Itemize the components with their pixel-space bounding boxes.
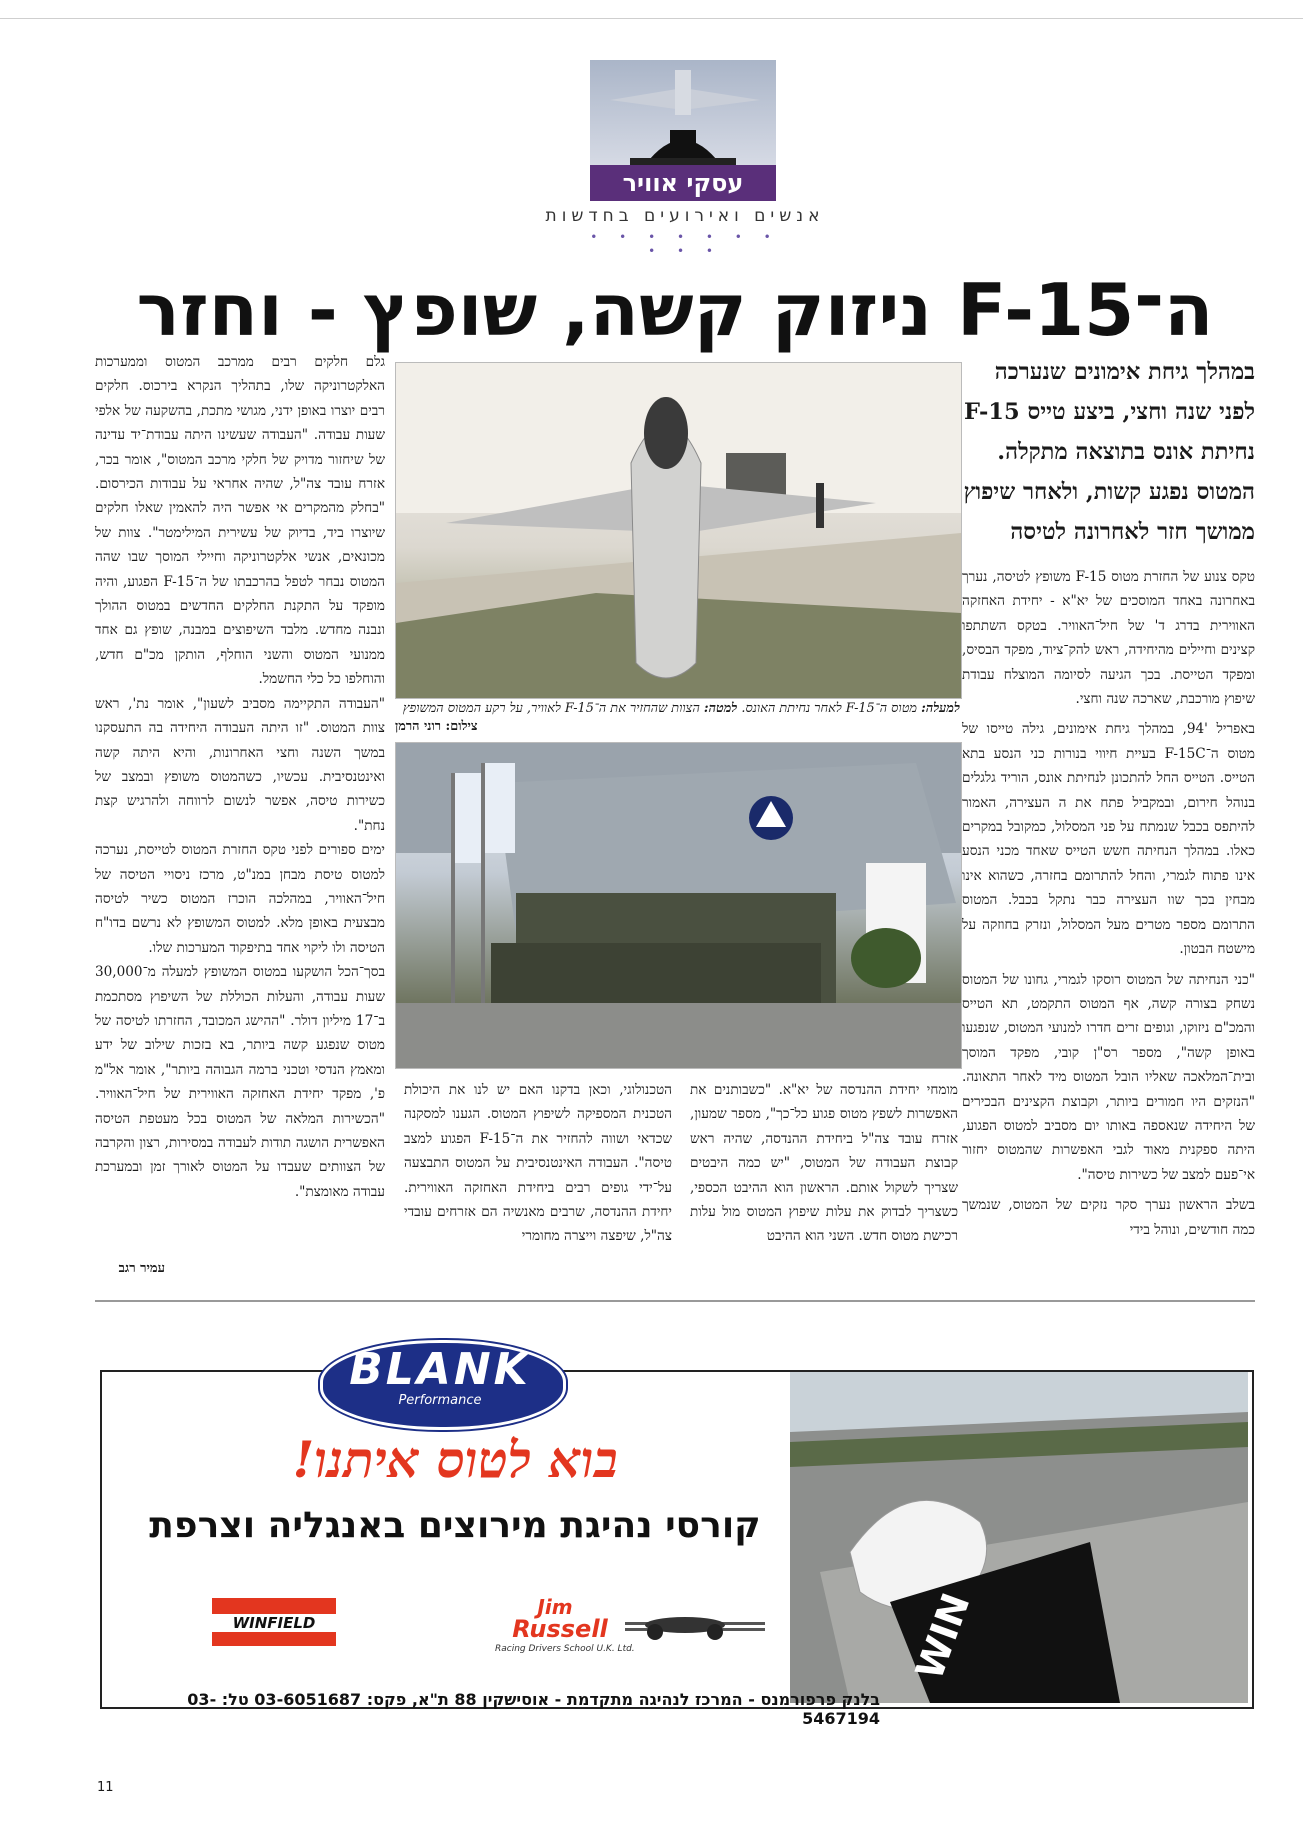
article-headline: ה־F-15 ניזוק קשה, שופץ - וחזר: [136, 268, 1214, 352]
winfield-logo-text: WINFIELD: [212, 1614, 336, 1632]
photo-credit-label: צילום:: [445, 719, 478, 734]
photo-credit: רוני הרמן: [395, 719, 442, 734]
photo-damaged-f15: [395, 362, 962, 699]
article-column-left: [95, 350, 385, 1204]
ad-headline: קורסי נהיגת מירוצים באנגליה וצרפת: [149, 1505, 761, 1546]
hangar-team-illustration: [396, 743, 961, 1068]
paragraph: "כני הנחיתה של המטוס רוסקו לגמרי, גחונו של המטוס נשחק בצורה קשה, אף המטוס התקמט, תא הטייס והמכ"ם ניזוקו, וגופים זרים חדרו למנועי המטוס, שנפגעו באופן קשה", מספר רס"ן קובי, מפקד המוסך ובית־המלאכה שאליו הובל המטוס מיד לאחר התאונה. "הנזקים היו חמורים ביותר, וקבוצת הקצינים הבכירים של היחידה שנאספה באותו יום מסביב למטוס הפגוע, היתה ספקנית מאוד לגבי האפשרות שהמטוס יחזור אי־פעם למצב של כשירות טיסה".: [962, 971, 1255, 1183]
paragraph: גלם חלקים רבים ממרכב המטוס וממערכות האלקטרוניקה שלו, בתהליך הנקרא בירכוס. חלקים רבים יוצרו באופן ידני, מגושי מתכת, בהשקעה של אלפי שעות עבודה. "העבודה שעשינו היתה עבודת־יד עדינה של שיחזור מדויק של חלקי מרכב המטוס", אומר בכר, אזרח עובד צה"ל, שהיה אחראי על עבודות הכירסום. "בחלק מהמקרים אי אפשר היה להאמין שאלו חלקים שיוצרו ביד, בדיוק של עשירית המילימטר". צוות של מכונאים, אנשי אלקטרוניקה וחיילי המוסך שבו שהה המטוס נבחר לטפל בהרכבתו של ה־F-15 הפגוע, והיה מופקד על התקנת החלקים החדשים במטוס ההולך ונבנה מחדש. מלבד השיפוצים במבנה, שופץ גם אחד ממנועי המטוס והשני הוחלף, הותקן מכ"ם חדש, והוחלפו כל כלי החשמל.: [95, 354, 386, 688]
ad-race-car-photo: [790, 1372, 1248, 1703]
ad-slogan: בוא לטוס איתנו!: [292, 1430, 618, 1489]
section-divider: [95, 1300, 1255, 1302]
paragraph: בשלב הראשון נערך סקר נזקים של המטוס, שנמשך כמה חודשים, ונוהל בידי: [962, 1197, 1255, 1238]
decorative-dots: • • • • • • • • • •: [590, 230, 780, 258]
jim-russell-logo: [495, 1596, 765, 1658]
paragraph: בסך־הכל הושקעו במטוס המשופץ למעלה מ־30,000 שעות עבודה, והעלות הכוללת של השיפוץ מסתכמת ב־17 מיליון דולר. "ההישג המכובד, החזרתו לטיסה של מטוס שנפגע קשה ביותר, בא בזכות שילוב של ידע ומאמץ הנדסי וטכני ברמה הגבוהה ביותר", אומר אל"מ פ', מפקד יחידת האחזקה האווירית של חיל־האוויר. "הכשירות המלאה של המטוס בכל מעטפת הטיסה האפשרית הושגה תודות לעבודה במסירות, רצון והקרבה של הצוותים שעבדו על המטוס לאורך זמן ובמערכת עבודה מאומצת".: [95, 964, 385, 1200]
caption-upper-text: מטוס ה־F-15 לאחר נחיתת האונס.: [741, 701, 918, 716]
jim-logo-sub: Racing Drivers School U.K. Ltd.: [495, 1644, 635, 1654]
section-kicker: אנשים ואירועים בחדשות: [545, 206, 825, 226]
caption-lower-text: הצוות שהחזיר את ה־F-15 לאוויר, על רקע המטוס המשופץ: [402, 701, 700, 716]
f15-jet-illustration: [396, 363, 961, 698]
caption-upper-label: למעלה:: [921, 701, 960, 716]
blank-logo-word: BLANK: [349, 1344, 531, 1395]
race-car-illustration: [790, 1372, 1248, 1703]
paragraph: ימים ספורים לפני טקס החזרת המטוס לטייסת, נערכה למטוס טיסת מבחן במנ"ט, מרכז ניסויי הטיסה של חיל־האוויר, במהלכה הוכרז המטוס כשיר לטיסה מבצעית באופן מלא. למטוס המשופץ לא נרשם בדו"ח הטיסה ולו ליקוי אחד בתיפקוד המערכות שלו.: [95, 842, 385, 956]
paragraph: באפריל '94, במהלך גיחת אימונים, גילה טייסו של מטוס ה־F-15C בעיית חיווי בנורות כני הנסע בתא הטייס. הטייס החל להתכונן לנחיתת אונס, הוריד גלגלים בנוהל חירום, ובמקביל פתח את ה העצירה, האמור להיתפס בכבל שנמתח על פני המסלול, כמקובל במקרים כאלו. במהלך הנחיתה חשש הטייס שאחד מכני הנסע אינו פתוח לגמרי, והחל להתרומם בחזרה, כשהוא אינו מבחין בכך שוו העצירה כבר נתקל בכבל. המטוס התרומם מספר מטרים מעל המסלול, ונזרק בחוזקה על מישטח הבטון.: [962, 721, 1255, 958]
blank-logo-sub: Performance: [398, 1393, 482, 1408]
formula-car-icon: [625, 1608, 765, 1642]
paragraph: "העבודה התקיימה מסביב לשעון", אומר נת', ראש צוות המטוס. "זו היתה העבודה היחידה בה התעסקנו במשך השנה וחצי האחרונות, והיא היתה קשה ואינטנסיבית. עכשיו, כשהמטוס משופץ ובמצב של כשירות טיסה, אפשר לנשום לרווחה ולהרגיש קצת נחת".: [95, 695, 385, 834]
top-rule: [0, 18, 1303, 19]
car-livery-text: WIN: [907, 1587, 979, 1686]
photo-caption: [395, 700, 960, 736]
paragraph: טקס צנוע של החזרת מטוס F-15 משופץ לטיסה, נערך באחרונה באחד המוסכים של יא"א - יחידת האחזקה האווירית בדרג ד' של חיל־האוויר. בטקס השתתפו קצינים וחיילים מהיחידה, ראש להק־ציוד, מפקד הבסיס, ומפקד הטייסת. בכך הגיעה לסיומה המוצלח עבודת שיפוץ מורכבת, שארכה שנה וחצי.: [962, 569, 1255, 708]
article-column-mid-right: מומחי יחידת ההנדסה של יא"א. "כשבותנים את האפשרות לשפץ מטוס פגוע כל־כך", מספר שמעון, אזרח עובד צה"ל ביחידת ההנדסה, שהיה ראש קבוצת העבודה של המטוס, "יש כמה היבטים שצריך לשקול אותם. הראשון הוא ההיבט הכספי, כשצריך לבדוק את עלות שיפוץ המטוס מול עלות רכישת מטוס חדש. השני הוא ההיבט: [690, 1082, 958, 1245]
jim-logo-bottom: Russell: [512, 1615, 608, 1643]
caption-lower-label: למטה:: [703, 701, 738, 716]
jim-logo-top: Jim: [537, 1595, 573, 1619]
photo-team-with-aircraft: [395, 742, 962, 1069]
ad-contact-line: בלנק פרפורמנס - המרכז לנהיגה מתקדמת - אוסישקין 88 ת"א, פקס: 03-6051687 טל: 03-5467194: [187, 1690, 880, 1728]
article-lede: במהלך גיחת אימונים שנערכה לפני שנה וחצי, ביצע טייס F-15 נחיתת אונס בתוצאה מתקלה. המטוס נפגע קשות, ולאחר שיפוץ ממושך חזר לאחרונה לטיסה: [963, 359, 1255, 545]
article-byline: עמיר רגב: [118, 1261, 165, 1276]
page-number: 11: [97, 1780, 114, 1795]
section-title: עסקי אוויר: [590, 165, 776, 201]
article-column-right: [962, 565, 1255, 1242]
article-column-mid-left: הטכנולוגי, וכאן בדקנו האם יש לנו את היכולת הטכנית המספיקה לשיפוץ המטוס. הגענו למסקנה שכדאי ושווה להחזיר את ה־F-15 הפגוע למצב טיסה". העבודה האינטנסיבית על המטוס התבצעה על־ידי גופים רבים ביחידת האחזקה האווירית. יחידת ההנדסה, שרבים מאנשיה הם אזרחים עובדי צה"ל, שיפצה וייצרה מחומרי: [404, 1082, 672, 1245]
